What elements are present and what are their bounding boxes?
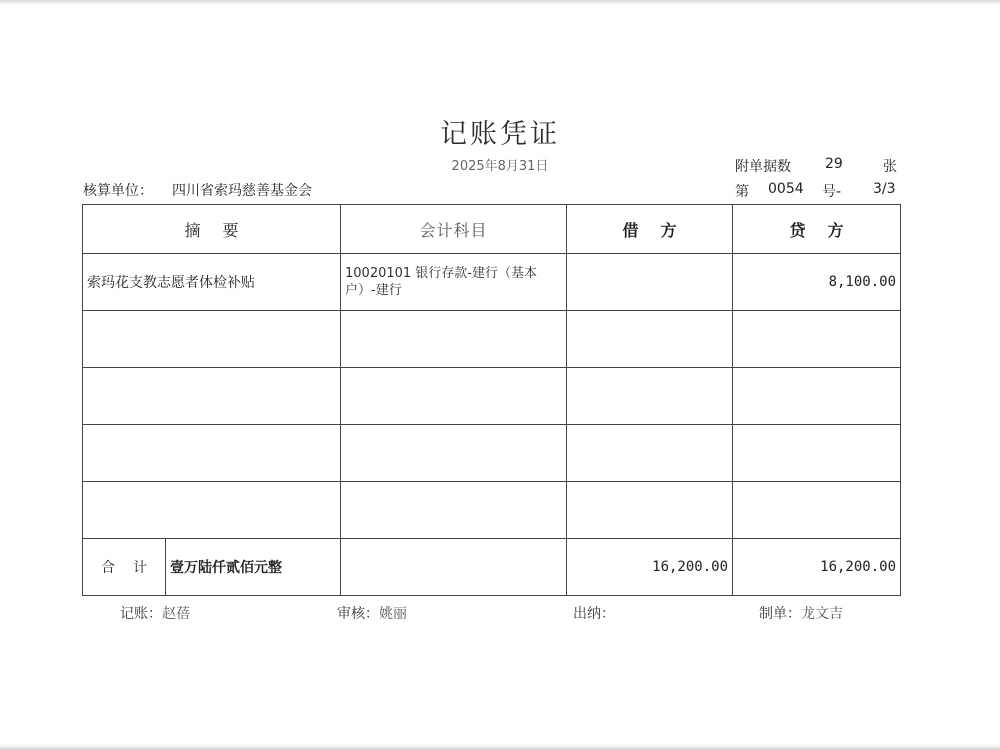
cashier-signature <box>573 603 615 623</box>
bookkeeper-label: 记账： <box>120 606 162 622</box>
voucher-page: 3/3 <box>873 181 896 197</box>
total-label: 合计 <box>101 560 165 576</box>
row-credit <box>733 311 901 368</box>
table-row <box>83 311 901 368</box>
preparer-label: 制单： <box>759 606 801 622</box>
row-debit <box>567 254 733 311</box>
attachments-label: 附单据数 <box>735 159 791 175</box>
row-summary <box>83 482 341 539</box>
scan-edge-top <box>0 0 1000 6</box>
voucher-number-suffix: 号- <box>822 184 842 200</box>
voucher-title: 记账凭证 <box>440 119 560 150</box>
row-summary <box>83 425 341 482</box>
bookkeeper-name: 赵蓓 <box>162 606 190 622</box>
table-row <box>83 254 901 311</box>
total-row <box>83 539 901 596</box>
attachments-count: 29 <box>825 156 843 172</box>
reviewer-name: 姚丽 <box>379 606 407 622</box>
total-account-cell <box>341 539 567 596</box>
total-cell <box>83 539 341 596</box>
table-row <box>83 482 901 539</box>
reviewer-label: 审核： <box>337 606 379 622</box>
row-credit <box>733 482 901 539</box>
row-credit <box>733 425 901 482</box>
voucher-table <box>82 204 901 596</box>
row-account <box>341 482 567 539</box>
scan-edge-bottom <box>0 744 1000 750</box>
unit-label: 核算单位： <box>83 183 153 199</box>
row-summary: 索玛花支教志愿者体检补贴 <box>83 254 341 311</box>
unit-value: 四川省索玛慈善基金会 <box>172 183 312 199</box>
table-header-row <box>83 205 901 254</box>
row-debit <box>567 425 733 482</box>
attachments-unit: 张 <box>883 159 897 175</box>
table-row <box>83 368 901 425</box>
total-credit: 16,200.00 <box>733 539 901 596</box>
row-summary <box>83 311 341 368</box>
voucher-number-prefix: 第 <box>735 184 749 200</box>
row-account <box>341 425 567 482</box>
header-credit: 贷方 <box>733 205 901 254</box>
row-debit <box>567 482 733 539</box>
reviewer-signature <box>337 603 407 623</box>
table-row <box>83 425 901 482</box>
total-debit: 16,200.00 <box>567 539 733 596</box>
row-summary <box>83 368 341 425</box>
preparer-signature <box>759 603 843 623</box>
row-account: 10020101 银行存款-建行（基本户）-建行 <box>341 254 567 311</box>
voucher-date: 2025年8月31日 <box>451 159 549 174</box>
row-account <box>341 311 567 368</box>
bookkeeper-signature <box>120 603 190 623</box>
cashier-label: 出纳： <box>573 606 615 622</box>
total-amount-in-words: 壹万陆仟贰佰元整 <box>170 560 282 576</box>
row-debit <box>567 311 733 368</box>
header-debit: 借方 <box>567 205 733 254</box>
header-account: 会计科目 <box>341 205 567 254</box>
preparer-name: 龙文吉 <box>801 606 843 622</box>
row-credit: 8,100.00 <box>733 254 901 311</box>
header-summary: 摘要 <box>83 205 341 254</box>
row-account <box>341 368 567 425</box>
row-debit <box>567 368 733 425</box>
voucher-number: 0054 <box>768 181 804 197</box>
row-credit <box>733 368 901 425</box>
